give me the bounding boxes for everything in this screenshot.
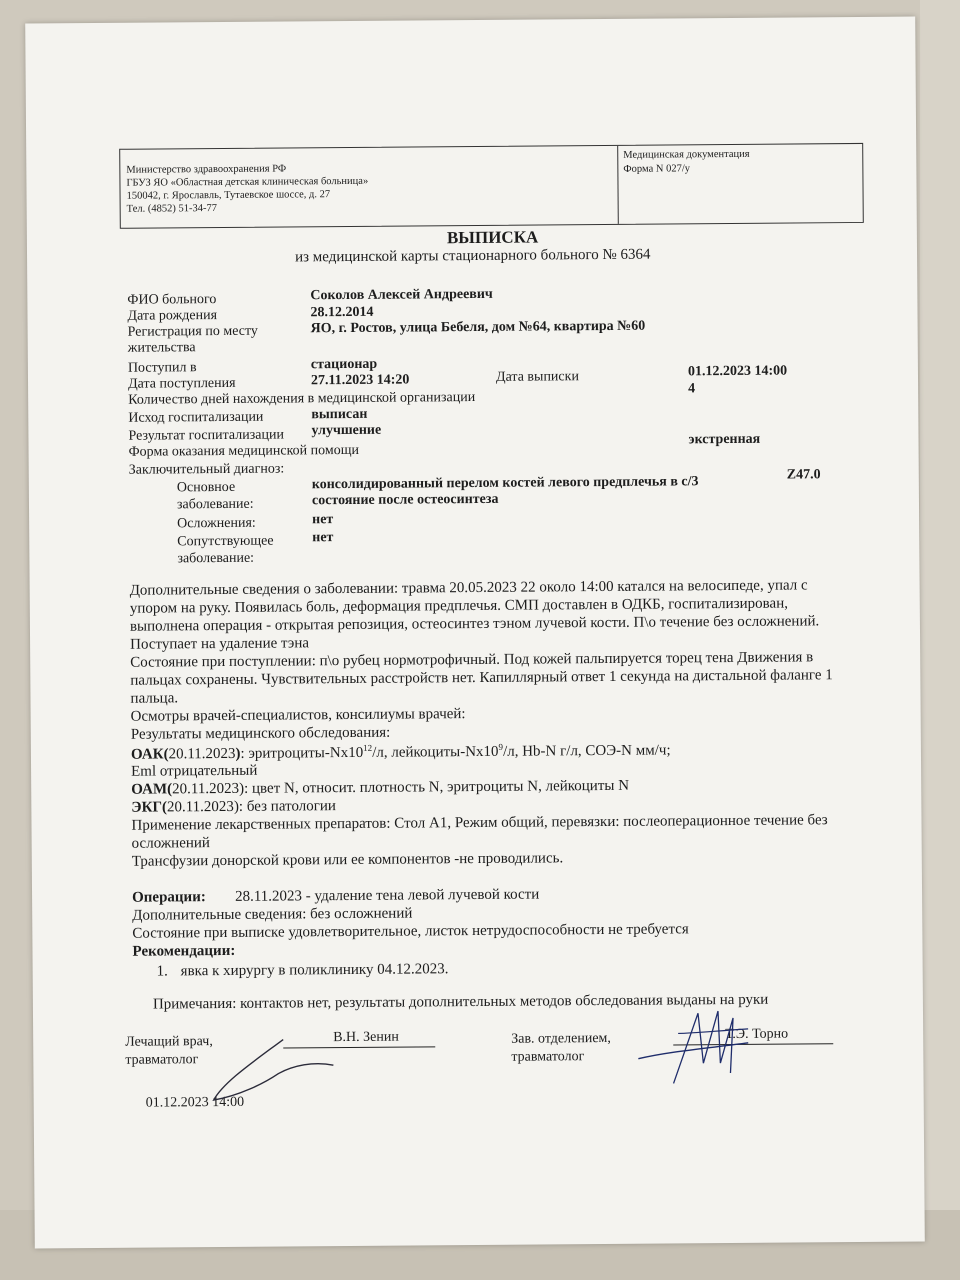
admitted-label: Поступил в bbox=[127, 360, 197, 376]
result-value: улучшение bbox=[311, 422, 382, 439]
notes-line: Примечания: контактов нет, результаты дополнительных методов обследования выданы на руки bbox=[152, 991, 769, 1013]
concomitant-label: Сопутствующее bbox=[177, 533, 274, 550]
consultations-line: Осмотры врачей-специалистов, консилиумы врачей: bbox=[130, 706, 466, 725]
history-line: Дополнительные сведения о заболевании: травма 20.05.2023 22 около 14:00 катался на велосипеде, упал с bbox=[129, 577, 808, 599]
result-label: Результат госпитализации bbox=[128, 427, 284, 444]
dob-label: Дата рождения bbox=[127, 308, 218, 324]
admit-date-label: Дата поступления bbox=[127, 375, 236, 392]
page-title: ВЫПИСКА bbox=[446, 227, 539, 248]
days-label: Количество дней нахождения в медицинской организации bbox=[128, 389, 476, 408]
ekg-label: ЭКГ( bbox=[131, 799, 168, 816]
doc-form-line: Форма N 027/у bbox=[623, 163, 691, 175]
main-disease-value: состояние после остеосинтеза bbox=[311, 491, 499, 509]
oam-label: ОАМ( bbox=[131, 781, 173, 798]
head-title: Зав. отделением, bbox=[511, 1030, 611, 1047]
main-disease-label: Основное bbox=[176, 479, 236, 496]
operations-value: 28.11.2023 - удаление тена левой лучевой кости bbox=[235, 886, 540, 905]
oak-label: ОАК( bbox=[130, 746, 169, 763]
discharge-date-label: Дата выписки bbox=[495, 369, 579, 385]
signature-date: 01.12.2023 14:00 bbox=[145, 1094, 245, 1111]
header-org bbox=[120, 146, 619, 228]
reg-value: ЯО, г. Ростов, улица Бебеля, дом №64, квартира №60 bbox=[310, 318, 646, 337]
background-surface bbox=[920, 0, 960, 1280]
admission-status-line: Состояние при поступлении: п\о рубец нормотрофичный. Под кожей пальпируется торец тена Движения в bbox=[130, 649, 814, 671]
icd-code: Z47.0 bbox=[786, 467, 821, 483]
ekg-line bbox=[131, 798, 336, 817]
fio-label: ФИО больного bbox=[127, 292, 217, 308]
oam-line bbox=[131, 778, 629, 799]
org-line: Министерство здравоохранения РФ bbox=[126, 163, 287, 176]
diagnosis-label: Заключительный диагноз: bbox=[128, 461, 285, 478]
oam-date: 20.11.2023 bbox=[172, 780, 240, 798]
history-line: выполнена операция - открытая репозиция, остеосинтез тэном лучевой кости. П\о течение без осложнений. bbox=[129, 613, 820, 635]
doctor-handwritten-signature bbox=[183, 1021, 344, 1112]
oak-close: ) bbox=[235, 745, 241, 762]
oak-text: /л, лейкоциты-Nx10 bbox=[372, 743, 499, 761]
history-line: Поступает на удаление тэна bbox=[130, 635, 310, 653]
main-disease-label: заболевание: bbox=[176, 496, 254, 513]
oam-text: ): цвет N, относит. плотность N, эритроциты N, лейкоциты N bbox=[239, 777, 630, 797]
doctor-name: В.Н. Зенин bbox=[333, 1029, 399, 1046]
drugs-line: Применение лекарственных препаратов: Стол А1, Режим общий, перевязки: послеоперационное течение без bbox=[131, 812, 828, 834]
complications-value: нет bbox=[312, 512, 334, 528]
complications-label: Осложнения: bbox=[177, 515, 256, 532]
org-line: 150042, г. Ярославль, Тутаевское шоссе, д. 27 bbox=[126, 189, 331, 202]
org-line: ГБУЗ ЯО «Областная детская клиническая больница» bbox=[126, 175, 369, 189]
header-box bbox=[119, 143, 864, 229]
care-form-value: экстренная bbox=[688, 431, 761, 448]
org-line: Тел. (4852) 51-34-77 bbox=[126, 203, 217, 215]
outcome-label: Исход госпитализации bbox=[128, 409, 264, 426]
doctor-specialty: травматолог bbox=[125, 1052, 199, 1068]
fio-value: Соколов Алексей Андреевич bbox=[310, 286, 493, 304]
oak-date: 20.11.2023 bbox=[168, 745, 236, 763]
oak-text: : эритроциты-Nx10 bbox=[240, 744, 364, 762]
reg-label: Регистрация по месту bbox=[127, 323, 258, 340]
oak-line bbox=[131, 740, 671, 763]
doctor-title: Лечащий врач, bbox=[125, 1034, 213, 1050]
admission-status-line: пальцах сохранены. Чувствительных расстройств нет. Капиллярный ответ 1 секунда на дистальной фаланге 1 bbox=[130, 667, 833, 689]
main-disease-value: консолидированный перелом костей левого предплечья в с/3 bbox=[311, 474, 699, 493]
recommendations-label: Рекомендации: bbox=[132, 942, 236, 960]
ekg-text: ): без патологии bbox=[233, 798, 336, 815]
head-name: Т.Э. Торно bbox=[725, 1026, 789, 1043]
drugs-line: осложнений bbox=[131, 835, 210, 852]
days-value: 4 bbox=[688, 381, 696, 397]
recommendation-number: 1. bbox=[156, 963, 168, 980]
history-line: упором на руку. Появилась боль, деформация предплечья. СМП доставлен в ОДКБ, госпитализирован, bbox=[129, 595, 789, 617]
document-sheet bbox=[25, 17, 925, 1249]
page-subtitle: из медицинской карты стационарного больного № 6364 bbox=[294, 246, 651, 266]
admit-date-value: 27.11.2023 14:20 bbox=[310, 372, 410, 389]
oak-text: /л, Hb-N г/л, СОЭ-N мм/ч; bbox=[502, 742, 671, 760]
oak-exp: 9 bbox=[498, 741, 504, 752]
reg-label: жительства bbox=[127, 340, 196, 356]
oak-exp: 12 bbox=[363, 742, 373, 753]
dob-value: 28.12.2014 bbox=[310, 304, 374, 321]
care-form-label: Форма оказания медицинской помощи bbox=[128, 442, 360, 460]
concomitant-value: нет bbox=[312, 530, 334, 546]
concomitant-label: заболевание: bbox=[177, 550, 255, 567]
admitted-value: стационар bbox=[310, 356, 378, 373]
exam-results-label: Результаты медицинского обследования: bbox=[130, 724, 391, 743]
operations-label: Операции: bbox=[132, 889, 206, 906]
extra-info-line: Дополнительные сведения: без осложнений bbox=[132, 905, 413, 924]
head-handwritten-signature bbox=[618, 1003, 769, 1094]
admission-status-line: пальца. bbox=[130, 690, 179, 707]
discharge-state-line: Состояние при выписке удовлетворительное, листок нетрудоспособности не требуется bbox=[132, 921, 689, 942]
discharge-date-value: 01.12.2023 14:00 bbox=[687, 363, 788, 380]
ekg-date: 20.11.2023 bbox=[166, 798, 234, 816]
transfusion-line: Трансфузии донорской крови или ее компонентов -не проводились. bbox=[131, 850, 564, 870]
eml-line: Eml отрицательный bbox=[131, 762, 258, 780]
recommendation-item: явка к хирургу в поликлинику 04.12.2023. bbox=[180, 961, 449, 980]
outcome-value: выписан bbox=[311, 406, 368, 423]
head-specialty: травматолог bbox=[511, 1049, 585, 1065]
doc-type-line: Медицинская документация bbox=[623, 148, 750, 161]
